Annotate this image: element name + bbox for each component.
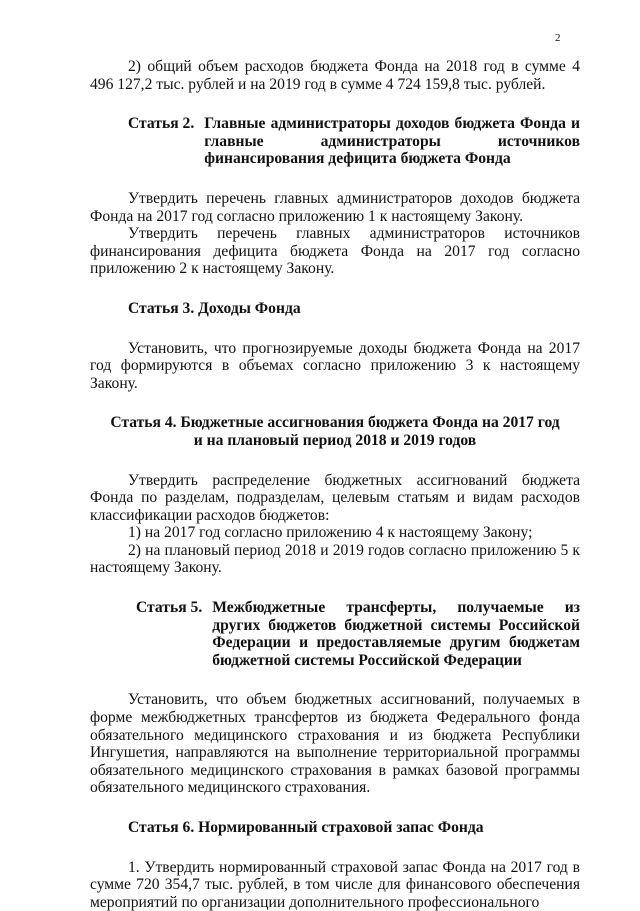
article-5-heading [90, 599, 580, 669]
article-4-heading [90, 414, 580, 449]
article-5-label: Статья 5. [136, 599, 203, 617]
page-number: 2 [555, 32, 561, 44]
article-3-heading: Статья 3. Доходы Фонда [128, 299, 301, 317]
article-5-title: Межбюджетные трансферты, получаемые из других бюджетов бюджетной системы Российской Федерации и предоставляемые другим бюджетам бюджетной системы Российской Федерации [212, 599, 580, 669]
article-2-paragraph-2: Утвердить перечень главных администраторов источников финансирования дефицита бюджета Фонда на 2017 год согласно приложению 2 к настоящему Закону. [90, 225, 580, 278]
article-4-paragraph: Утвердить распределение бюджетных ассигнований бюджета Фонда по разделам, подразделам, целевым статьям и видам расходов классификации расходов бюджетов: [90, 471, 580, 524]
article-4-item-1: 1) на 2017 год согласно приложению 4 к настоящему Закону; [128, 524, 533, 542]
article-6-paragraph: 1. Утвердить нормированный страховой запас Фонда на 2017 год в сумме 720 354,7 тыс. рублей, в том числе для финансового обеспечения мероприятий по организации дополнительного профессионального [90, 858, 580, 911]
article-2-heading [90, 115, 580, 168]
article-4-heading-line-1: Статья 4. Бюджетные ассигнования бюджета Фонда на 2017 год [110, 414, 560, 432]
article-2-title: Главные администраторы доходов бюджета Фонда и главные администраторы источников финансирования дефицита бюджета Фонда [204, 115, 580, 168]
article-4-item-2: 2) на плановый период 2018 и 2019 годов согласно приложению 5 к настоящему Закону. [90, 541, 580, 577]
article-3-paragraph: Установить, что прогнозируемые доходы бюджета Фонда на 2017 год формируются в объемах согласно приложению 3 к настоящему Закону. [90, 339, 580, 392]
article-2-paragraph-1: Утвердить перечень главных администраторов доходов бюджета Фонда на 2017 год согласно приложению 1 к настоящему Закону. [90, 189, 580, 225]
document-body [90, 58, 580, 911]
intro-paragraph: 2) общий объем расходов бюджета Фонда на 2018 год в сумме 4 496 127,2 тыс. рублей и на 2019 год в сумме 4 724 159,8 тыс. рублей. [90, 58, 580, 93]
article-2-label: Статья 2. [128, 115, 195, 133]
article-5-paragraph: Установить, что объем бюджетных ассигнований, получаемых в форме межбюджетных трансфертов из бюджета Федерального фонда обязательного медицинского страхования и из бюджета Республики Ингушетия, направляются на выполнение территориальной программы обязательного медицинского страхования в рамках базовой программы обязательного медицинского страхования. [90, 691, 580, 797]
article-4-heading-line-2: и на плановый период 2018 и 2019 годов [193, 431, 477, 449]
article-6-heading: Статья 6. Нормированный страховой запас Фонда [128, 819, 484, 836]
